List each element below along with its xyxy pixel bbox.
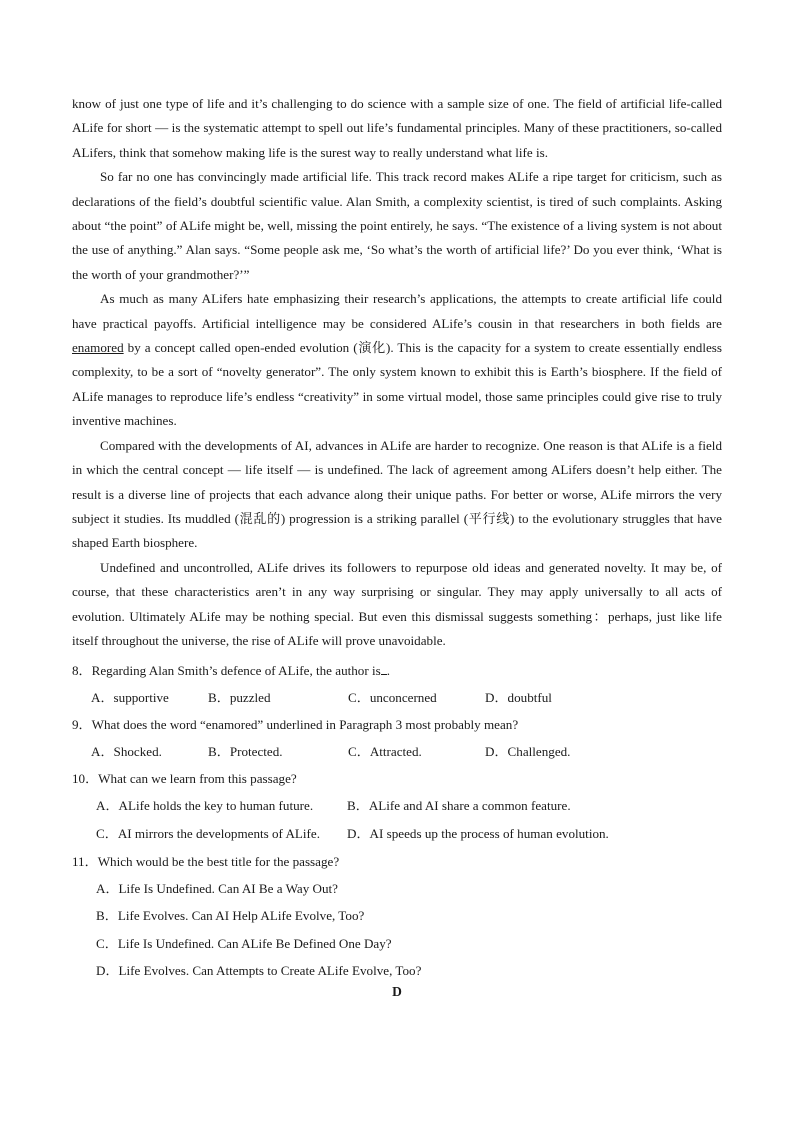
- underlined-word-enamored: enamored: [72, 340, 124, 356]
- question-11-option-b[interactable]: B．Life Evolves. Can AI Help ALife Evolve, Too?: [96, 908, 365, 924]
- section-label: D: [392, 984, 402, 999]
- paragraph-3-text-start: As much as many ALifers hate emphasizing their research’s applications, the attempts to create artificial life could have practical payoffs. Artificial intelligence may be considered ALife’s cousin in that researchers in both fields are: [72, 291, 722, 331]
- question-9-option-c[interactable]: C．Attracted.: [348, 744, 422, 759]
- question-8-stem: [72, 657, 732, 684]
- question-8-options: [72, 684, 732, 711]
- question-8-text: 8．Regarding Alan Smith’s defence of ALife, the author is: [72, 663, 381, 678]
- question-10-options-row-1: [72, 792, 732, 820]
- question-list: [72, 657, 732, 984]
- question-10-stem: 10．What can we learn from this passage?: [72, 771, 297, 786]
- passage-paragraph-1: know of just one type of life and it’s challenging to do science with a sample size of one. The field of artificial life-called ALife for short — is the systematic attempt to spell out life’s fundamental principles. Many of these practitioners, so-called ALifers, think that somehow making life is the surest way to really understand what life is.: [72, 96, 722, 160]
- question-9-option-a[interactable]: A．Shocked.: [91, 744, 162, 759]
- question-9-option-d[interactable]: D．Challenged.: [485, 744, 571, 759]
- question-9-option-b[interactable]: B．Protected.: [208, 744, 283, 759]
- paragraph-3-text-end: by a concept called open-ended evolution (演化). This is the capacity for a system to create essentially endless complexity, to be a sort of “novelty generator”. The only system known to exhibit this is Earth’s biosphere. If the field of ALife manages to reproduce life’s endless “creativity” in some virtual model, those same principles could give rise to truly inventive machines.: [72, 340, 722, 429]
- passage-paragraph-4: Compared with the developments of AI, advances in ALife are harder to recognize. One reason is that ALife is a field in which the central concept — life itself — is undefined. The lack of agreement among ALifers doesn’t help either. The result is a diverse line of projects that each advance along their unique paths. For better or worse, ALife mirrors the very subject it studies. Its muddled (混乱的) progression is a striking parallel (平行线) to the evolutionary struggles that have shaped Earth biosphere.: [72, 437, 722, 551]
- question-8-period: .: [386, 663, 391, 678]
- question-9-options: [72, 738, 732, 765]
- question-11-stem: 11．Which would be the best title for the passage?: [72, 854, 340, 869]
- question-10-option-b[interactable]: B．ALife and AI share a common feature.: [347, 798, 571, 813]
- question-11-option-d[interactable]: D．Life Evolves. Can Attempts to Create ALife Evolve, Too?: [96, 962, 422, 978]
- question-9-stem: 9．What does the word “enamored” underlined in Paragraph 3 most probably mean?: [72, 717, 519, 732]
- question-11-option-a[interactable]: A．Life Is Undefined. Can AI Be a Way Out?: [96, 881, 338, 896]
- reading-passage: [72, 92, 722, 653]
- question-10-option-d[interactable]: D．AI speeds up the process of human evolution.: [347, 826, 609, 841]
- question-10-option-a[interactable]: A．ALife holds the key to human future.: [96, 798, 314, 813]
- question-8-option-b[interactable]: B．puzzled: [208, 690, 271, 705]
- passage-paragraph-2: So far no one has convincingly made artificial life. This track record makes ALife a ripe target for criticism, such as declarations of the field’s doubtful scientific value. Alan Smith, a complexity scientist, is tired of such complaints. Asking about “the point” of ALife might be, well, missing the point entirely, he says. “The existence of a living system is not about the use of anything.” Alan says. “Some people ask me, ‘So what’s the worth of artificial life?’ Do you ever think, ‘What is the worth of your grandmother?’”: [72, 169, 722, 282]
- question-8-option-d[interactable]: D．doubtful: [485, 690, 552, 705]
- question-10-options-row-2: [72, 820, 732, 848]
- passage-paragraph-5: Undefined and uncontrolled, ALife drives its followers to repurpose old ideas and generated novelty. It may be, of course, that these characteristics aren’t in any way surprising or singular. They may apply universally to all acts of evolution. Ultimately ALife may be nothing special. But even this dismissal suggests something：perhaps, just like life itself throughout the universe, the rise of ALife will prove unavoidable.: [72, 559, 722, 648]
- question-8-option-c[interactable]: C．unconcerned: [348, 690, 437, 705]
- question-10-option-c[interactable]: C．AI mirrors the developments of ALife.: [96, 826, 320, 841]
- question-11-option-c[interactable]: C．Life Is Undefined. Can ALife Be Defined One Day?: [96, 935, 392, 951]
- passage-paragraph-3: [72, 287, 722, 433]
- question-8-option-a[interactable]: A．supportive: [91, 690, 169, 705]
